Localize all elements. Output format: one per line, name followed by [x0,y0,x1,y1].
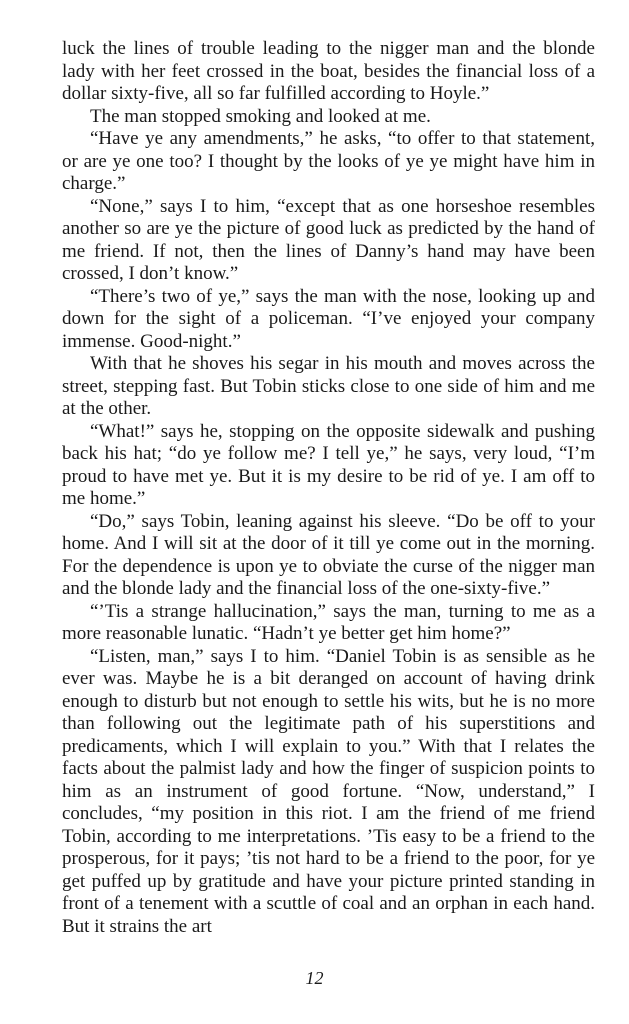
paragraph-3: “Have ye any amendments,” he asks, “to offer to that statement, or are ye one too? I thought by the looks of ye ye might have him in charge.” [62,128,595,194]
paragraph-4: “None,” says I to him, “except that as one horseshoe resembles another so are ye the picture of good luck as predicted by the hand of me friend. If not, then the lines of Danny’s hand may have been crossed, I don’t know.” [62,195,595,284]
paragraph-6: With that he shoves his segar in his mouth and moves across the street, stepping fast. But Tobin sticks close to one side of him and me at the other. [62,353,595,419]
paragraph-5: “There’s two of ye,” says the man with the nose, looking up and down for the sight of a policeman. “I’ve enjoyed your company immense. Good-night.” [62,285,595,352]
paragraph-9: “’Tis a strange hallucination,” says the man, turning to me as a more reasonable lunatic. “Hadn’t ye better get him home?” [62,600,595,644]
paragraph-7: “What!” says he, stopping on the opposite sidewalk and pushing back his hat; “do ye follow me? I tell ye,” he says, very loud, “I’m proud to have met ye. But it is my desire to be rid of ye. I am off to me home.” [62,420,595,509]
paragraph-2: The man stopped smoking and looked at me. [90,105,431,127]
page-number: 12 [305,968,324,988]
page-body [62,38,595,938]
paragraph-10: “Listen, man,” says I to him. “Daniel Tobin is as sensible as he ever was. Maybe he is a bit deranged on account of having drink enough to disturb but not enough to settle his wits, but he is no more than following out the legitimate path of his superstitions and predicaments, which I will explain to you.” With that I relates the facts about the palmist lady and how the finger of suspicion points to him as an instrument of good fortune. “Now, understand,” I concludes, “my position in this riot. I am the friend of me friend Tobin, according to me interpretations. ’Tis easy to be a friend to the prosperous, for it pays; ’tis not hard to be a friend to the poor, for ye get puffed up by gratitude and have your picture printed standing in front of a tenement with a scuttle of coal and an orphan in each hand. But it strains the art [62,645,595,937]
paragraph-8: “Do,” says Tobin, leaning against his sleeve. “Do be off to your home. And I will sit at the door of it till ye come out in the morning. For the dependence is upon ye to obviate the curse of the nigger man and the blonde lady and the financial loss of the one-sixty-five.” [62,510,595,599]
paragraph-1: luck the lines of trouble leading to the nigger man and the blonde lady with her feet crossed in the boat, besides the financial loss of a dollar sixty-five, all so far fulfilled according to Hoyle.” [62,38,595,104]
